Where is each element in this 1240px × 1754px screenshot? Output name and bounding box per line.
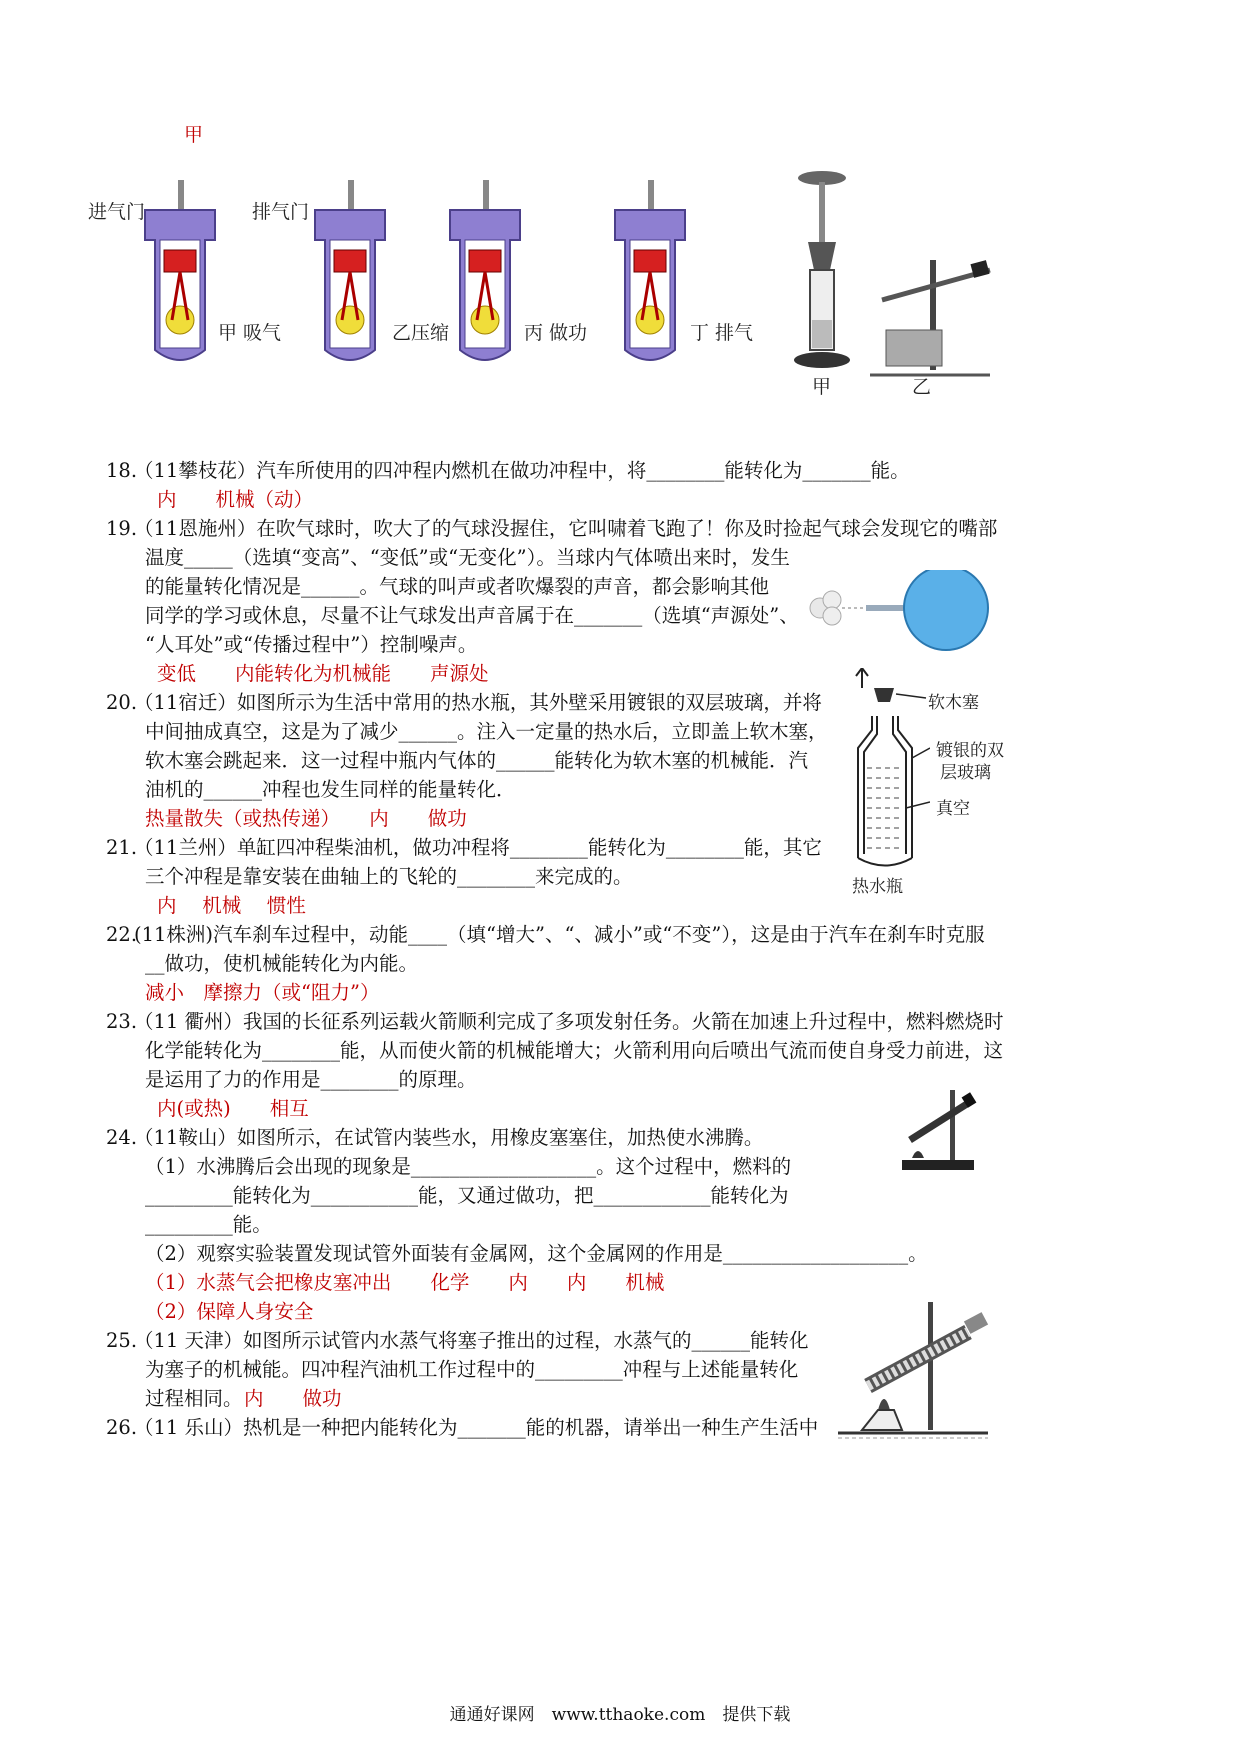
question-number-19: 19. xyxy=(106,517,138,540)
glass-label-line2: 层玻璃 xyxy=(940,763,991,783)
question-number-20: 20. xyxy=(106,691,138,714)
stroke-label-exhaust: 丁 排气 xyxy=(690,322,754,344)
thermos-title: 热水瓶 xyxy=(852,877,903,897)
question-number-26: 26. xyxy=(106,1416,138,1439)
question-text: __做功，使机械能转化为内能。 xyxy=(145,952,419,975)
answer: 内 机械 惯性 xyxy=(157,894,306,917)
question-text: 化学能转化为________能，从而使火箭的机械能增大；火箭利用向后喷出气流而使自身受力前进，这 xyxy=(145,1039,1004,1062)
question-number-23: 23. xyxy=(106,1010,138,1033)
answer: 减小 摩擦力（或“阻力”） xyxy=(145,981,380,1004)
right-figure-label-jia: 甲 xyxy=(812,376,832,398)
answer: 内 机械（动） xyxy=(157,488,314,511)
question-text: 油机的______冲程也发生同样的能量转化． xyxy=(145,778,516,801)
question-number-22: 22. xyxy=(106,923,138,946)
stroke-label-compression: 乙压缩 xyxy=(392,322,450,344)
cork-label: 软木塞 xyxy=(928,693,979,713)
question-text: 中间抽成真空，这是为了减少______。注入一定量的热水后，立即盖上软木塞， xyxy=(145,720,828,743)
answer: 变低 内能转化为机械能 声源处 xyxy=(157,662,489,685)
answer: 热量散失（或热传递） 内 做功 xyxy=(145,807,467,830)
answer: 内(或热) 相互 xyxy=(157,1097,309,1120)
question-number-18: 18. xyxy=(106,459,138,482)
test-tube-burner-figure xyxy=(898,1080,980,1180)
engine-exhaust xyxy=(615,180,685,360)
glass-label-line1: 镀银的双 xyxy=(936,741,1004,761)
question-text: （11宿迁）如图所示为生活中常用的热水瓶，其外壁采用镀银的双层玻璃，并将 xyxy=(134,691,822,714)
answer: （1）水蒸气会把橡皮塞冲出 化学 内 内 机械 xyxy=(145,1271,665,1294)
question-text: 是运用了力的作用是________的原理。 xyxy=(145,1068,477,1091)
question-text: 过程相同。 xyxy=(145,1387,243,1410)
question-text: “人耳处”或“传播过程中”）控制噪声。 xyxy=(145,633,478,656)
page-footer: 通通好课网 www.tthaoke.com 提供下载 xyxy=(449,1705,791,1725)
pump-and-tube-figure xyxy=(790,170,1000,400)
engine-compression xyxy=(315,180,385,360)
question-text: （2）观察实验装置发现试管外面装有金属网，这个金属网的作用是___________________。 xyxy=(145,1242,928,1265)
inlet-valve-label: 进气门 xyxy=(88,201,146,223)
question-text: （11 衢州）我国的长征系列运载火箭顺利完成了多项发射任务。火箭在加速上升过程中，燃料燃烧时 xyxy=(134,1010,1004,1033)
engine-power xyxy=(450,180,520,360)
engine-strokes-diagram xyxy=(140,170,860,400)
question-text: 软木塞会跳起来．这一过程中瓶内气体的______能转化为软木塞的机械能．汽 xyxy=(145,749,809,772)
balloon-figure xyxy=(806,570,996,660)
right-figure-label-yi: 乙 xyxy=(912,376,932,398)
question-number-24: 24. xyxy=(106,1126,138,1149)
question-text: （1）水沸腾后会出现的现象是___________________。这个过程中，燃料的 xyxy=(145,1155,792,1178)
exhaust-valve-label: 排气门 xyxy=(252,201,310,223)
question-number-21: 21. xyxy=(106,836,138,859)
question-text: （11 天津）如图所示试管内水蒸气将塞子推出的过程，水蒸气的______能转化 xyxy=(134,1329,809,1352)
stroke-label-intake: 甲 吸气 xyxy=(218,322,282,344)
question-text: （11攀枝花）汽车所使用的四冲程内燃机在做功冲程中，将________能转化为_______能。 xyxy=(134,459,910,482)
steam-cork-figure xyxy=(838,1298,998,1448)
question-text: 的能量转化情况是______。气球的叫声或者吹爆裂的声音，都会影响其他 xyxy=(145,575,770,598)
question-text: (11株洲)汽车刹车过程中，动能____（填“增大”、“、减小”或“不变”），这是由于汽车在刹车时克服 xyxy=(134,923,985,946)
question-text: _________能转化为___________能，又通过做功，把____________能转化为 xyxy=(145,1184,789,1207)
question-text: 为塞子的机械能。四冲程汽油机工作过程中的_________冲程与上述能量转化 xyxy=(145,1358,799,1381)
stroke-label-power: 丙 做功 xyxy=(524,322,588,344)
answer: 内 做功 xyxy=(244,1387,342,1410)
question-text: 温度_____（选填“变高”、“变低”或“无变化”）。当球内气体喷出来时，发生 xyxy=(145,546,790,569)
engine-intake xyxy=(145,180,215,360)
question-text: 三个冲程是靠安装在曲轴上的飞轮的________来完成的。 xyxy=(145,865,633,888)
thermos-figure xyxy=(850,668,930,868)
question-number-25: 25. xyxy=(106,1329,138,1352)
question-text: （11兰州）单缸四冲程柴油机，做功冲程将________能转化为________能，其它 xyxy=(134,836,822,859)
question-text: （11鞍山）如图所示，在试管内装些水，用橡皮塞塞住，加热使水沸腾。 xyxy=(134,1126,764,1149)
figure-label-jia: 甲 xyxy=(184,124,204,146)
answer: （2）保障人身安全 xyxy=(145,1300,314,1323)
question-text: _________能。 xyxy=(145,1213,272,1236)
vacuum-label: 真空 xyxy=(936,799,970,819)
question-text: （11恩施州）在吹气球时，吹大了的气球没握住，它叫啸着飞跑了！你及时捡起气球会发现它的嘴部 xyxy=(134,517,998,540)
question-text: （11 乐山）热机是一种把内能转化为_______能的机器，请举出一种生产生活中 xyxy=(134,1416,819,1439)
question-text: 同学的学习或休息，尽量不让气球发出声音属于在_______（选填“声源处”、 xyxy=(145,604,799,627)
